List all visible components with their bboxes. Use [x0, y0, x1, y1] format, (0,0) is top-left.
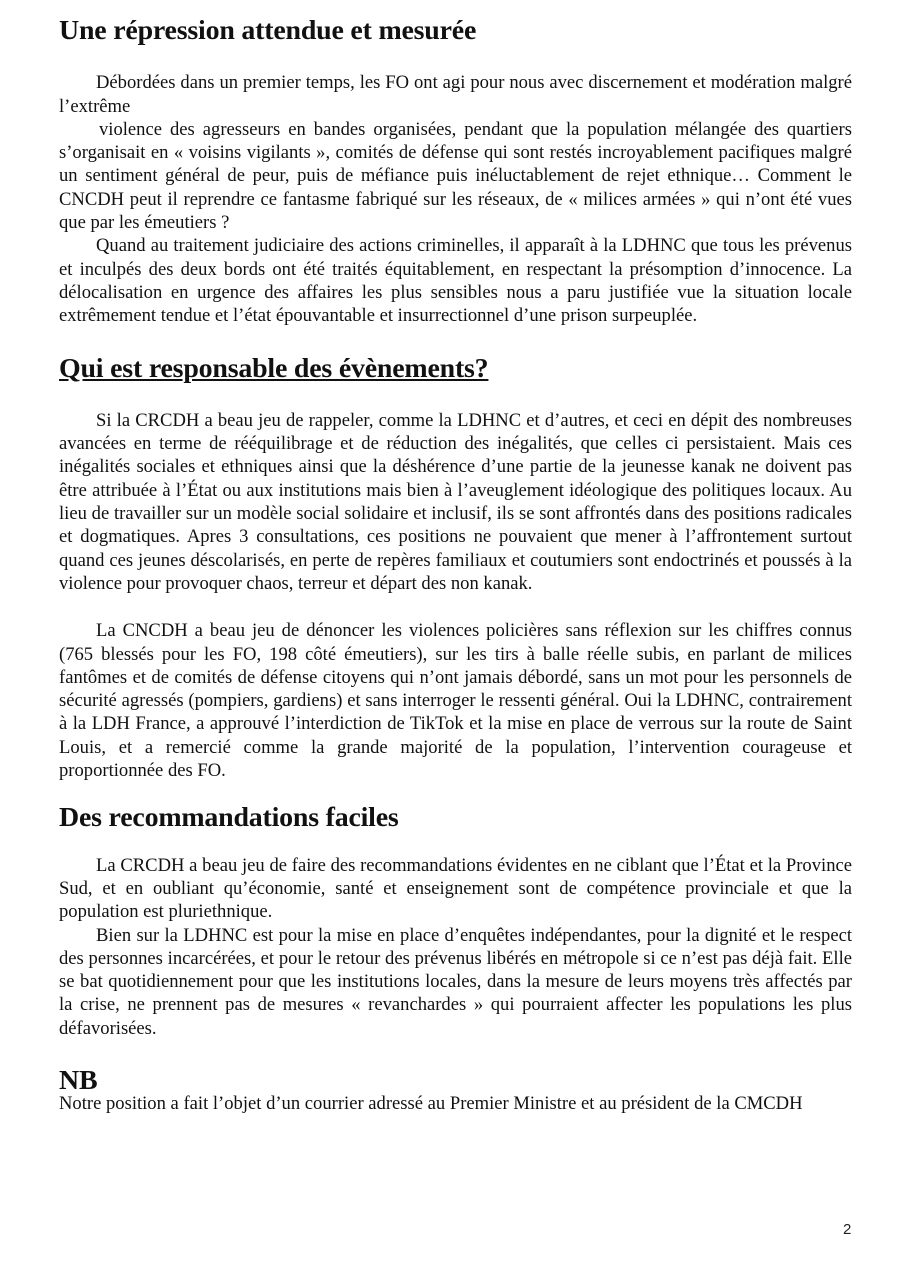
section-heading: Des recommandations faciles [59, 802, 399, 834]
section-heading: Qui est responsable des évènements? [59, 352, 489, 384]
document-page [59, 15, 852, 1116]
paragraph: Notre position a fait l’objet d’un courrier adressé au Premier Ministre et au président de la CMCDH [59, 1093, 803, 1115]
section-responsibility [59, 352, 852, 783]
section-heading: Une répression attendue et mesurée [59, 15, 477, 46]
paragraph: Bien sur la LDHNC est pour la mise en place d’enquêtes indépendantes, pour la dignité et le respect des personnes incarcérées, et pour le retour des prévenus libérés en métropole si ce n’est pas déjà fait. Elle se bat quotidiennement pour que les institutions locales, dans la mesure de leurs moyens très affectés par la crise, ne prennent pas de mesures « revanchardes » qui pourraient affecter les populations les plus défavorisées. [59, 924, 852, 1039]
paragraph: La CNCDH a beau jeu de dénoncer les violences policières sans réflexion sur les chiffres connus (765 blessés pour les FO, 198 côté émeutiers), sur les tirs à balle réelle subis, en parlant de milices fantômes et de comités de défense citoyens qui n’ont jamais débordé, sans un mot pour les personnels de sécurité agressés (pompiers, gardiens) et sans interroger le ressenti général. Oui la LDHNC, contrairement à la LDH France, a approuvé l’interdiction de TikTok et la mise en place de verrous sur la route de Saint Louis, et a remercié comme la grande majorité de la population, l’intervention courageuse et proportionnée des FO. [59, 620, 852, 782]
section-recommendations [59, 802, 852, 1040]
paragraph: Si la CRCDH a beau jeu de rappeler, comme la LDHNC et d’autres, et ceci en dépit des nombreuses avancées en terme de rééquilibrage et de réduction des inégalités, que celles ci persistaient. Mais ces inégalités sociales et ethniques ainsi que la déshérence d’une partie de la jeunesse kanak ne doivent pas être attribuée à l’État ou aux institutions mais bien à l’aveuglement idéologique des politiques locaux. Au lieu de travailler sur un modèle social solidaire et inclusif, ils se sont affrontés dans des positions radicales et dogmatiques. Apres 3 consultations, ces positions ne pouvaient que mener à l’affrontement surtout quand ces jeunes déscolarisés, en perte de repères familiaux et coutumiers sont endoctrinés et poussés à la violence pour provoquer chaos, terreur et départ des non kanak. [59, 409, 852, 594]
paragraph: Débordées dans un premier temps, les FO ont agi pour nous avec discernement et modération malgré l’extrême [59, 72, 852, 117]
section-nb [59, 1064, 852, 1116]
paragraph: La CRCDH a beau jeu de faire des recommandations évidentes en ne ciblant que l’État et la Province Sud, et en oubliant qu’économie, santé et enseignement sont de compétence provinciale et que la population est pluriethnique. [59, 854, 852, 923]
paragraph: violence des agresseurs en bandes organisées, pendant que la population mélangée des quartiers s’organisait en « voisins vigilants », comités de défense qui sont restés incroyablement pacifiques malgré un sentiment général de peur, puis de méfiance puis inéluctablement de rejet ethnique… Comment le CNCDH peut il reprendre ce fantasme fabriqué sur les réseaux, de « milices armées » qui n’ont été vues que par les émeutiers ? [59, 118, 852, 234]
paragraph: Quand au traitement judiciaire des actions criminelles, il apparaît à la LDHNC que tous les prévenus et inculpés des deux bords ont été traités équitablement, en respectant la présomption d’innocence. La délocalisation en urgence des affaires les plus sensibles nous a paru justifiée vue la situation locale extrêmement tendue et l’état épouvantable et insurrectionnel d’une prison surpeuplée. [59, 235, 852, 327]
section-repression [59, 15, 852, 328]
section-heading: NB [59, 1064, 98, 1096]
page-number: 2 [843, 1221, 852, 1238]
